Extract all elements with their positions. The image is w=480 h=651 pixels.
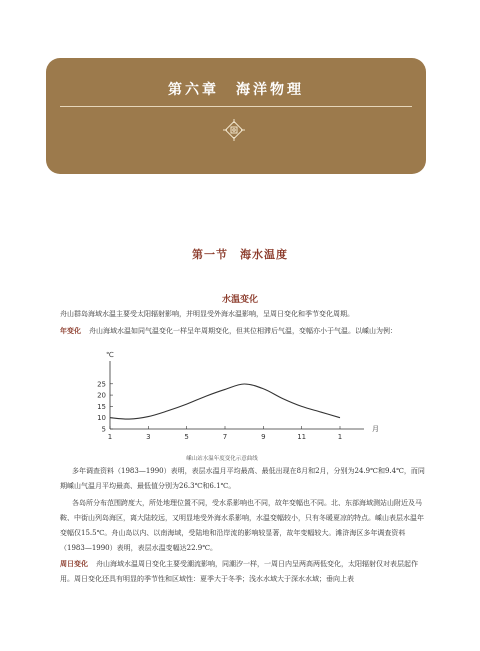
annual-change-heading: 年变化 (60, 326, 81, 335)
chart-caption: 嵊山站水温年度变化示意曲线 (186, 456, 258, 462)
banner-divider (60, 106, 412, 107)
y-tick-label: 20 (97, 391, 106, 400)
paragraph-statistics (60, 464, 430, 494)
paragraph-intro (60, 307, 430, 322)
paragraph-diurnal-text: 舟山海域水温周日变化主要受潮流影响，同潮汐一样，一周日内呈两高两低变化，太阳辐射仅对表层起作用。周日变化还具有明显的季节性和区域性：夏季大于冬季；浅水水域大于深水水域；垂向上表 (60, 560, 418, 583)
paragraph-annual (60, 323, 430, 339)
paragraph-diurnal (60, 556, 430, 587)
paragraph-regional (60, 496, 430, 556)
chapter-title: 第六章 海洋物理 (168, 82, 304, 98)
chapter-banner (46, 58, 426, 174)
ornament-icon (222, 118, 246, 142)
y-tick-label: 5 (101, 425, 106, 434)
x-tick-label: 1 (107, 433, 113, 441)
y-tick-label: 10 (97, 414, 106, 423)
paragraph-intro-text: 舟山群岛海域水温主要受太阳辐射影响，并明显受外海水温影响，呈周日变化和季节变化周期。 (60, 310, 354, 318)
series-line-water-temperature (110, 384, 340, 419)
diurnal-change-heading: 周日变化 (60, 559, 88, 568)
x-axis-label: 月 (372, 425, 379, 433)
paragraph-statistics-text: 多年调查资料（1983—1990）表明，表层水温月平均最高、最低出现在8月和2月，分别为24.9℃和9.4℃，而同期嵊山气温月平均最高、最低值分别为26.3℃和6.1℃。 (60, 467, 425, 490)
y-tick-label: 25 (97, 380, 106, 389)
water-temperature-chart (86, 346, 396, 464)
x-tick-label: 11 (297, 433, 307, 441)
paragraph-annual-text: 舟山海域水温如同气温变化一样呈年周期变化，但其位相滞后气温，变幅亦小于气温。以嵊山为例： (89, 327, 397, 335)
y-axis-label: ℃ (106, 351, 114, 359)
x-tick-label: 9 (261, 433, 266, 441)
subsection-title: 水温变化 (221, 295, 258, 305)
section-title: 第一节 海水温度 (192, 248, 288, 261)
x-tick-label: 3 (146, 433, 151, 441)
x-tick-label: 1 (337, 433, 343, 441)
x-tick-label: 7 (222, 433, 228, 441)
x-tick-label: 5 (184, 433, 189, 441)
y-tick-label: 15 (97, 402, 106, 411)
paragraph-regional-text: 各岛所分布范围跨度大，所处地理位置不同，受水系影响也不同，故年变幅也不同。北、东部海域测站山附近及马鞍、中街山列岛海区，离大陆较远，又明显地受外海水系影响，水温变幅较小，只有冬暖夏凉的特点。嵊山表层水温年变幅仅15.5℃。舟山岛以内、以南海域，受陆地和沿岸流的影响较显著，故年变幅较大。滩浒海区多年调查资料（1983—1990）表明，表层水温变幅达22.9℃。 (60, 499, 424, 552)
